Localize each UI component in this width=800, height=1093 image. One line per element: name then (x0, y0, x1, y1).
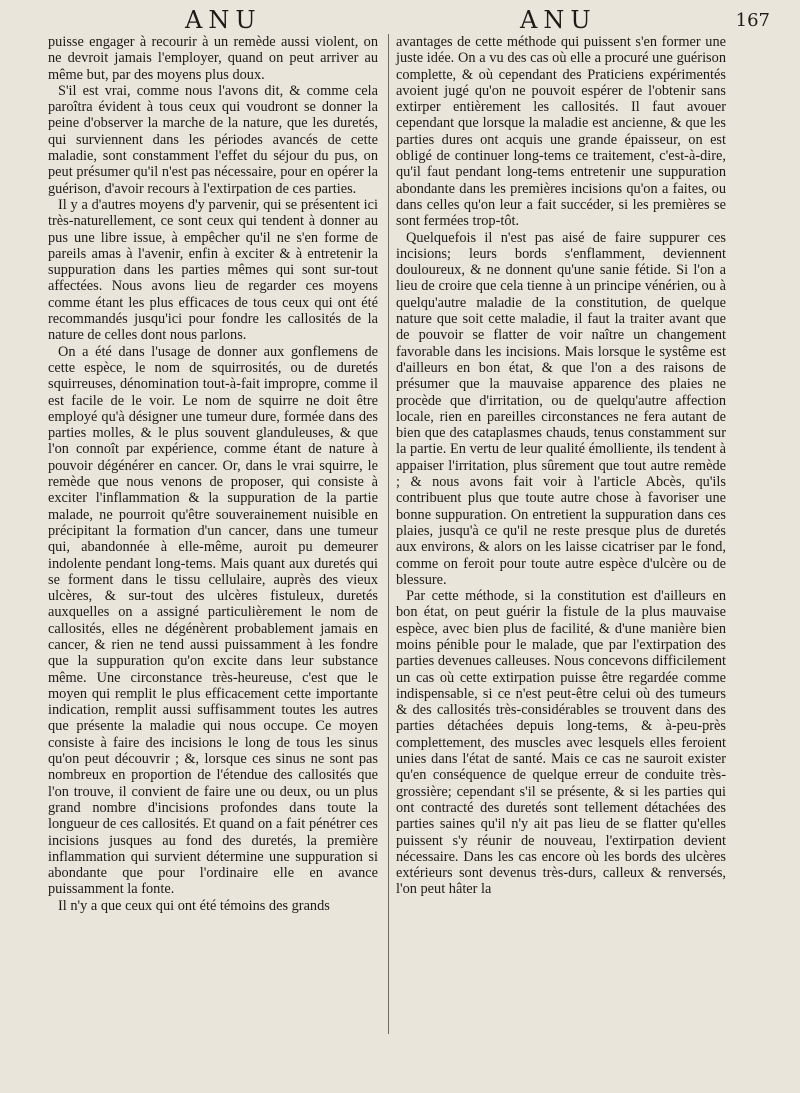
paragraph: Quelquefois il n'est pas aisé de faire suppurer ces incisions; leurs bords s'enflamment, deviennent douloureux, & ne donnent qu'une sanie fétide. Si l'on a lieu de croire que cela tienne à un principe vénérien, ou à quelqu'autre maladie de la constitution, de quelque nature que soit cette maladie, il faut la traiter avant que de pouvoir se flatter de voir naître un changement favorable dans les incisions. Mais lorsque le systême est d'ailleurs en bon état, & que l'on a des raisons de présumer que la mauvaise apparence des plaies ne procède que d'irritation, ou de quelqu'autre affection locale, rien en pareilles circonstances ne fera autant de bien que des cataplasmes chauds, tenus constamment sur la partie. En vertu de leur qualité émolliente, ils tendent à appaiser l'irritation, plus sûrement que tout autre remède ; & nous avons fait voir à l'article Abcès, qu'ils contribuent plus que toute autre chose à favoriser une bonne suppuration. On entretient la suppuration dans ces plaies, jusqu'à ce qu'il ne reste presque plus de duretés aux environs, & alors on les laisse cicatriser par le fond, comme on feroit pour toute autre espèce d'ulcère ou de blessure. (396, 229, 726, 588)
right-column (396, 34, 726, 898)
paragraph: puisse engager à recourir à un remède aussi violent, on ne devroit jamais l'employer, quand on peut arriver au même but, par des moyens plus doux. (48, 34, 378, 83)
paragraph: On a été dans l'usage de donner aux gonflemens de cette espèce, le nom de squirrosités, ou de duretés squirreuses, dénomination tout-à-fait impropre, comme il est facile de le voir. Le nom de squirre ne doit être employé qu'à désigner une tumeur dure, formée dans des parties molles, & le plus souvent glanduleuses, & que l'on connoît par expérience, comme étant de nature à pouvoir dégénérer en cancer. Or, dans le vrai squirre, le remède que nous venons de proposer, qui consiste à exciter l'inflammation & la suppuration de la partie malade, ne pourroit qu'être souverainement nuisible en précipitant la formation d'un cancer, dans une tumeur qui, abandonnée à elle-même, auroit pu demeurer indolente pendant long-tems. Mais quant aux duretés qui se forment dans le tissu cellulaire, auprès des vieux ulcères, & sur-tout des ulcères fistuleux, duretés auxquelles on a assigné particulièrement le nom de callosités, elles ne dégénèrent probablement jamais en cancer, & rien ne tend aussi puissamment à les fondre que la suppuration qu'on excite dans leur substance même. Une circonstance très-heureuse, c'est que le moyen qui remplit le plus efficacement cette importante indication, remplit aussi suffisamment toutes les autres que présente la maladie qui nous occupe. Ce moyen consiste à faire des incisions le long de tous les sinus qu'on peut découvrir ; &, lorsque ces sinus ne sont pas nombreux en proportion de l'étendue des callosités que l'on trouve, il convient de faire une ou deux, ou un plus grand nombre d'incisions profondes dans toute la longueur de ces callosités. Et quand on a fait pénétrer ces incisions jusques au fond des duretés, la première inflammation qui survient détermine une suppuration si abondante que pour l'ordinaire elle en avance puissamment la fonte. (48, 343, 378, 898)
paragraph: S'il est vrai, comme nous l'avons dit, & comme cela paroîtra évident à tous ceux qui voudront se donner la peine d'observer la marche de la nature, que les duretés, qui surviennent dans les périodes avancés de cette maladie, sont constamment l'effet du séjour du pus, on peut présumer qu'il n'est pas nécessaire, pour en opérer la guérison, d'avoir recours à l'extirpation de ces parties. (48, 82, 378, 197)
running-head-right: ANU (520, 6, 597, 34)
paragraph: Il n'y a que ceux qui ont été témoins des grands (58, 897, 330, 914)
paragraph: Par cette méthode, si la constitution est d'ailleurs en bon état, on peut guérir la fistule de la plus mauvaise espèce, avec bien plus de facilité, & d'une manière bien moins pénible pour le malade, que par l'extirpation des parties devenues calleuses. Nous concevons difficilement un cas où cette extirpation puisse être regardée comme indispensable, si ce n'est peut-être celui où des tumeurs & des callosités très-considérables se trouvent dans des parties détachées depuis long-tems, & à-peu-près complettement, des muscles avec lesquels elles feroient unies dans l'état de santé. Mais ce cas ne sauroit exister qu'en conséquence de quelque erreur de conduite très-grossière; cependant s'il se présente, & si les parties qui ont contracté des duretés sont tellement détachées des parties saines qu'il n'y ait pas lieu de se flatter qu'elles puissent s'y réunir de nouveau, l'extirpation devient nécessaire. Dans les cas encore où les bords des ulcères extérieurs sont devenus très-durs, calleux & renversés, l'on peut hâter la (396, 588, 726, 898)
paragraph: avantages de cette méthode qui puissent s'en former une juste idée. On a vu des cas où elle a procuré une guérison complette, & où cependant des Praticiens expérimentés avoient jugé qu'on ne pouvoit espérer de l'obtenir sans extirper entièrement les callosités. Il faut avouer cependant que lorsque la maladie est ancienne, & que les parties dures ont acquis une grande épaisseur, on est obligé de continuer long-tems ce traitement, c'est-à-dire, qu'il faut pendant long-tems entretenir une suppuration abondante dans les premières incisions qu'on a faites, ou dans celles qu'on leur a fait succéder, si les premières se sont fermées trop-tôt. (396, 34, 726, 230)
running-head-left: ANU (185, 6, 262, 34)
page-number: 167 (735, 10, 770, 31)
column-divider (388, 34, 389, 1034)
paragraph: Il y a d'autres moyens d'y parvenir, qui se présentent ici très-naturellement, ce sont ceux qui tendent à donner au pus une libre issue, à empêcher qu'il ne s'en forme de pareils amas à l'avenir, enfin à exciter & à entretenir la suppuration dans les parties mêmes qui sont sur-tout affectées. Nous avons lieu de regarder ces moyens comme étant les plus efficaces de tous ceux qui ont été recommandés jusqu'ici pour fondre les callosités de la nature de celles dont nous parlons. (48, 196, 378, 344)
left-column (48, 34, 378, 914)
